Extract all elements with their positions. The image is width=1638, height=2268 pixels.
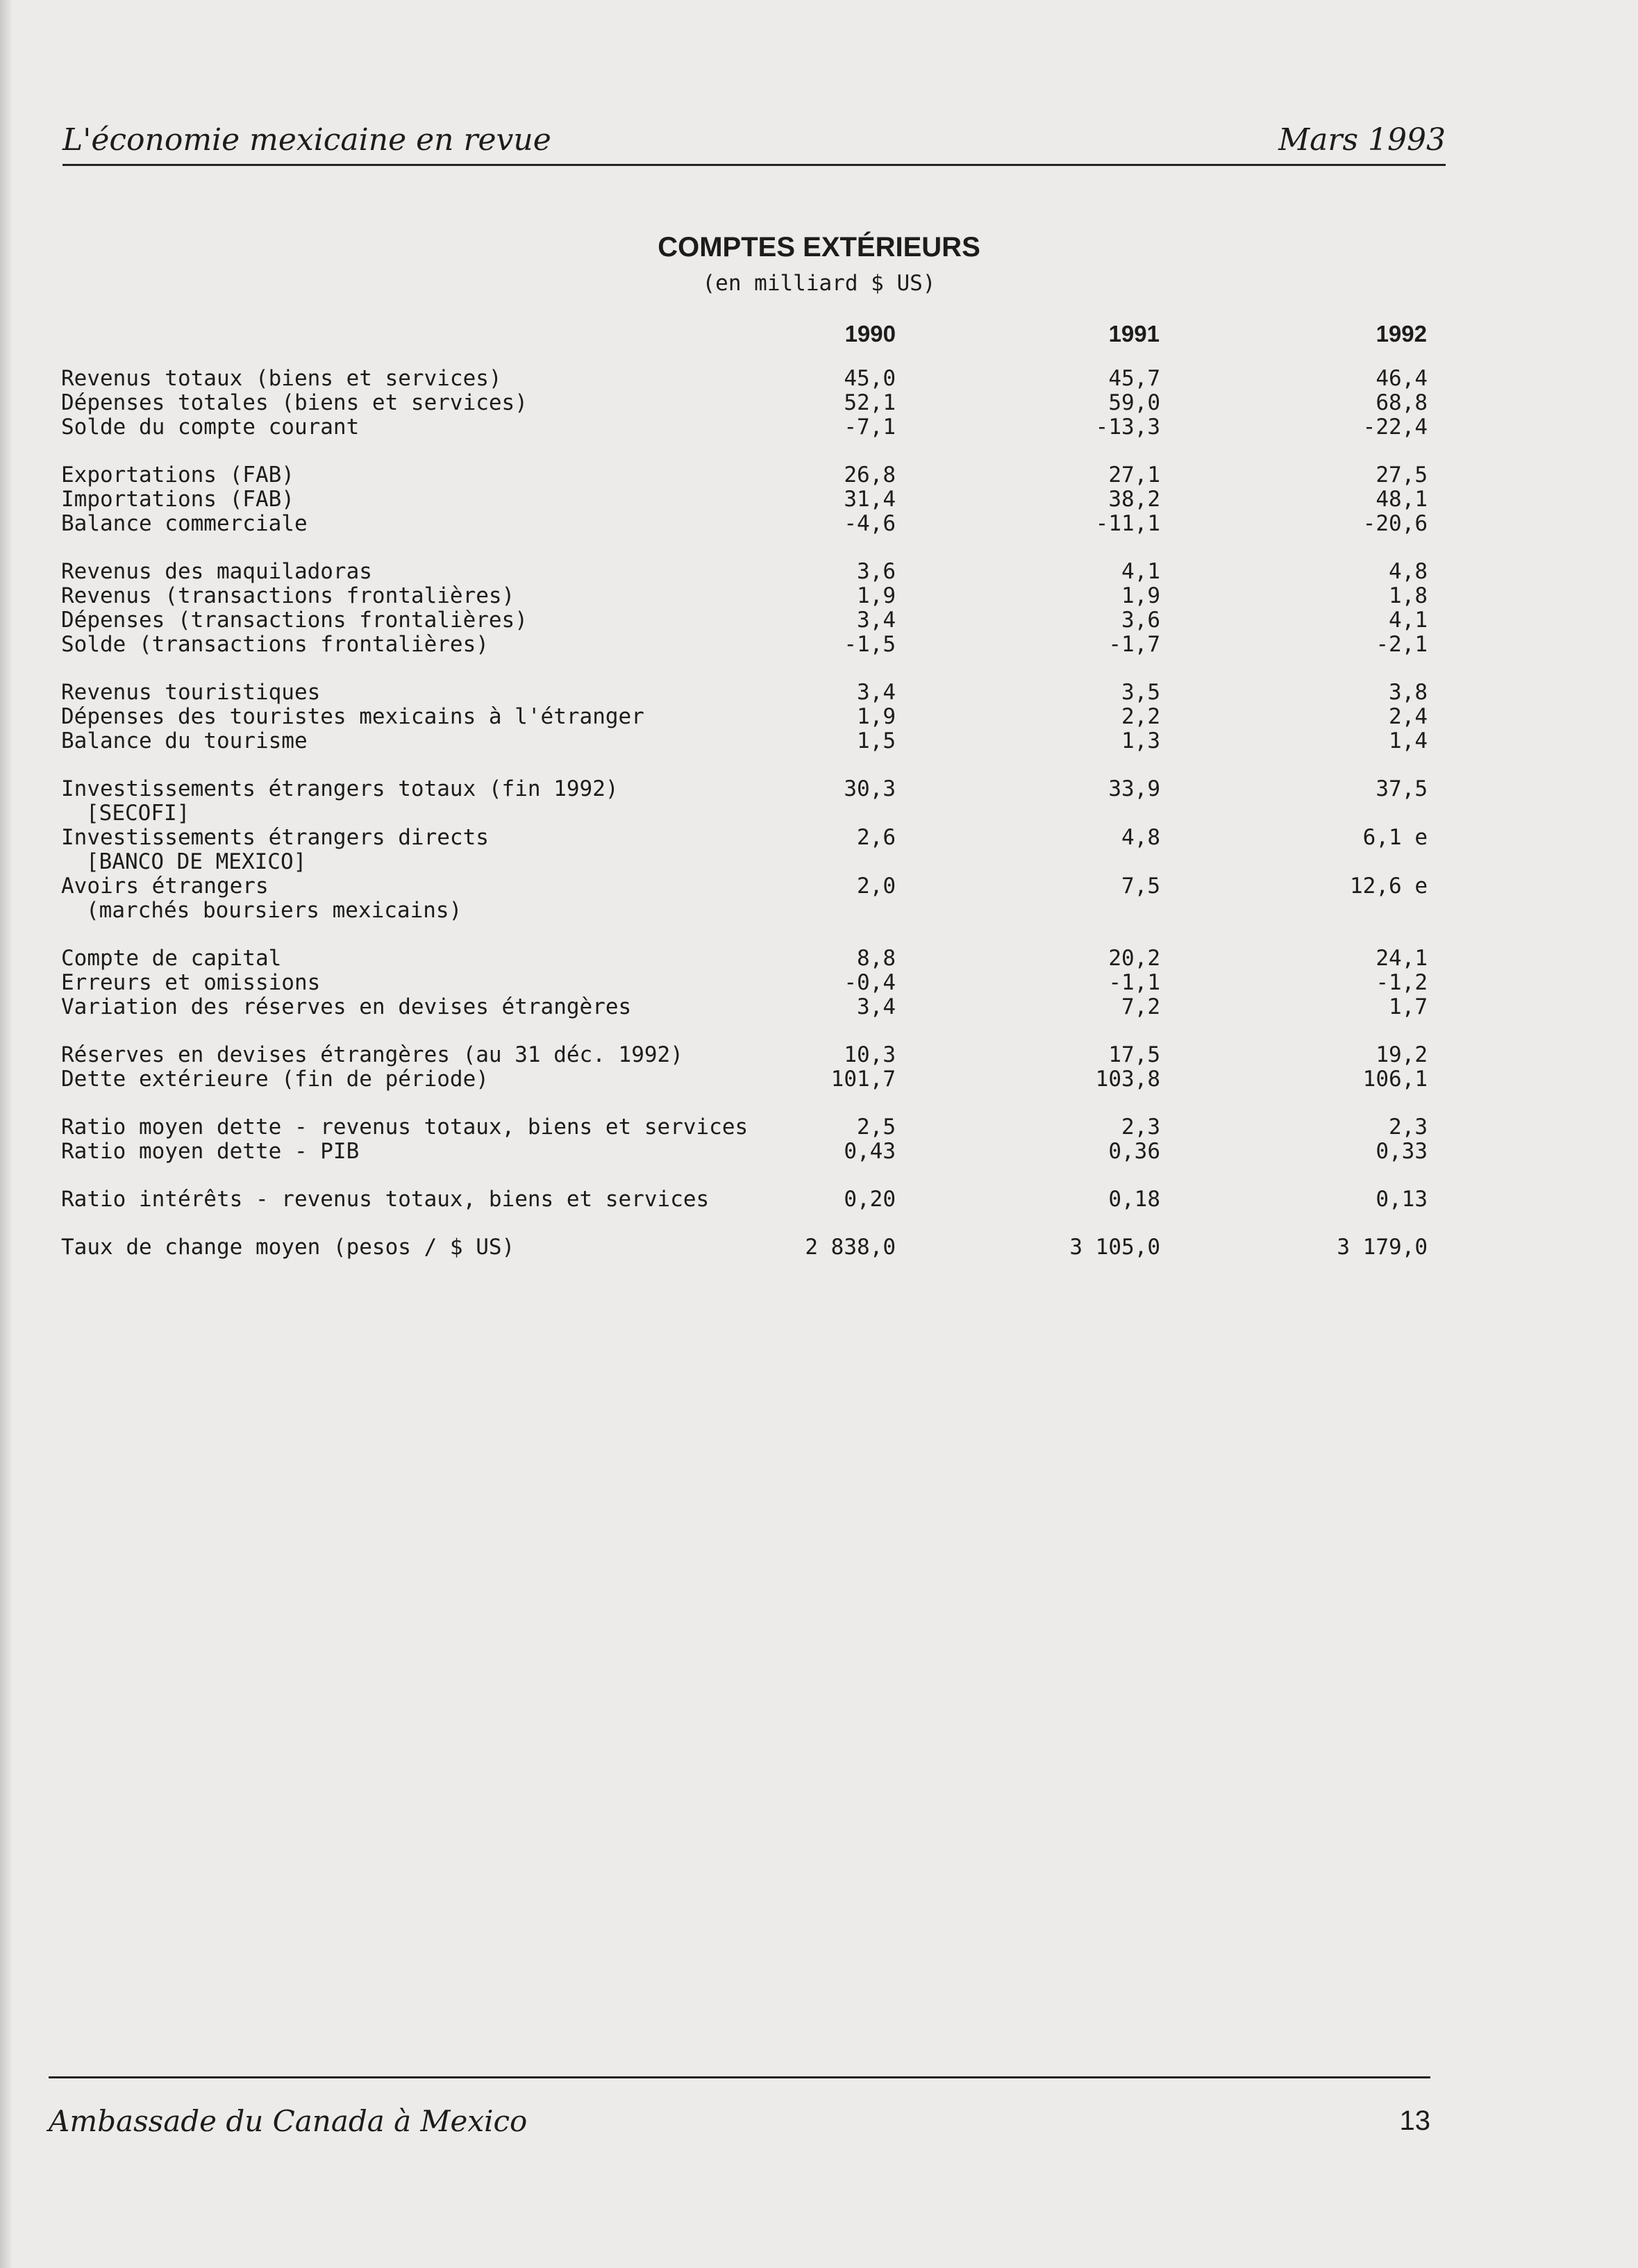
table-row <box>61 705 1443 729</box>
value-cell-1992: 27,5 <box>1376 462 1428 487</box>
value-cell-1990: 2,0 <box>857 874 896 899</box>
table-row <box>61 681 1443 705</box>
value-cell-1990: 0,43 <box>844 1139 896 1164</box>
table-row <box>61 971 1443 995</box>
value-cell-1990: 45,0 <box>844 366 896 391</box>
page-title: COMPTES EXTÉRIEURS <box>658 232 980 262</box>
group-spacer <box>61 1164 1443 1187</box>
row-label: Solde (transactions frontalières) <box>61 632 489 657</box>
row-label: Compte de capital <box>61 946 282 971</box>
value-cell-1991: 3 105,0 <box>1069 1235 1160 1260</box>
row-label: Ratio moyen dette - PIB <box>61 1139 360 1164</box>
value-cell-1992: 4,1 <box>1389 608 1428 633</box>
value-cell-1991: 33,9 <box>1108 776 1160 801</box>
units-subtitle: (en milliard $ US) <box>702 271 936 296</box>
value-cell-1991: -1,1 <box>1108 970 1160 995</box>
value-cell-1990: 31,4 <box>844 487 896 512</box>
value-cell-1992: 3 179,0 <box>1337 1235 1428 1260</box>
table-row <box>61 633 1443 657</box>
group-spacer <box>61 923 1443 947</box>
row-label: Taux de change moyen (pesos / $ US) <box>61 1235 515 1260</box>
table-row <box>61 826 1443 874</box>
value-cell-1992: -1,2 <box>1376 970 1428 995</box>
row-label: Solde du compte courant <box>61 415 360 440</box>
column-header-year: 1990 <box>844 321 896 347</box>
row-label-continuation: [SECOFI] <box>86 801 190 826</box>
value-cell-1992: -20,6 <box>1362 511 1428 536</box>
table-row <box>61 512 1443 536</box>
page-edge-shadow <box>0 0 12 2268</box>
group-spacer <box>61 1212 1443 1235</box>
value-cell-1990: 26,8 <box>844 462 896 487</box>
table-row <box>61 1043 1443 1067</box>
row-label: Dépenses totales (biens et services) <box>61 390 528 415</box>
row-label: Revenus totaux (biens et services) <box>61 366 502 391</box>
table-row <box>61 874 1443 923</box>
value-cell-1990: -7,1 <box>844 415 896 440</box>
publication-date: Mars 1993 <box>1278 122 1446 158</box>
value-cell-1992: 1,8 <box>1389 583 1428 608</box>
value-cell-1992: 106,1 <box>1362 1067 1428 1092</box>
value-cell-1991: -11,1 <box>1095 511 1160 536</box>
row-label: Dette extérieure (fin de période) <box>61 1067 489 1092</box>
column-header-year: 1992 <box>1376 321 1427 347</box>
table-row <box>61 463 1443 487</box>
row-label: Revenus des maquiladoras <box>61 559 372 584</box>
row-label: Dépenses des touristes mexicains à l'étranger <box>61 704 644 729</box>
value-cell-1990: 2,5 <box>857 1115 896 1140</box>
value-cell-1992: 37,5 <box>1376 776 1428 801</box>
value-cell-1991: 1,9 <box>1121 583 1160 608</box>
table-row <box>61 608 1443 633</box>
value-cell-1991: 0,18 <box>1108 1187 1160 1212</box>
value-cell-1992: 2,3 <box>1389 1115 1428 1140</box>
value-cell-1992: -2,1 <box>1376 632 1428 657</box>
value-cell-1990: 1,9 <box>857 704 896 729</box>
value-cell-1990: 3,4 <box>857 680 896 705</box>
row-label: Importations (FAB) <box>61 487 294 512</box>
table-row <box>61 1115 1443 1140</box>
value-cell-1991: 0,36 <box>1108 1139 1160 1164</box>
value-cell-1990: 1,5 <box>857 728 896 753</box>
page-number: 13 <box>1399 2106 1430 2136</box>
table-row <box>61 367 1443 391</box>
value-cell-1991: 1,3 <box>1121 728 1160 753</box>
value-cell-1990: 1,9 <box>857 583 896 608</box>
value-cell-1991: 3,5 <box>1121 680 1160 705</box>
table-row <box>61 947 1443 971</box>
value-cell-1990: -0,4 <box>844 970 896 995</box>
value-cell-1990: 0,20 <box>844 1187 896 1212</box>
row-label: Variation des réserves en devises étrangères <box>61 994 632 1019</box>
value-cell-1990: -1,5 <box>844 632 896 657</box>
value-cell-1991: 103,8 <box>1095 1067 1160 1092</box>
footer-rule <box>49 2076 1430 2078</box>
row-label: Balance du tourisme <box>61 728 308 753</box>
table-row <box>61 1140 1443 1164</box>
value-cell-1990: 30,3 <box>844 776 896 801</box>
value-cell-1992: 2,4 <box>1389 704 1428 729</box>
value-cell-1992: 1,4 <box>1389 728 1428 753</box>
running-header <box>62 122 1446 166</box>
value-cell-1992: -22,4 <box>1362 415 1428 440</box>
row-label: Ratio moyen dette - revenus totaux, biens et services <box>61 1115 749 1140</box>
footer-publisher: Ambassade du Canada à Mexico <box>49 2104 528 2138</box>
value-cell-1990: 101,7 <box>830 1067 896 1092</box>
value-cell-1992: 48,1 <box>1376 487 1428 512</box>
column-header-year: 1991 <box>1108 321 1160 347</box>
value-cell-1991: 20,2 <box>1108 946 1160 971</box>
value-cell-1992: 6,1 e <box>1362 825 1428 850</box>
value-cell-1992: 0,33 <box>1376 1139 1428 1164</box>
value-cell-1992: 46,4 <box>1376 366 1428 391</box>
value-cell-1991: 3,6 <box>1121 608 1160 633</box>
table-row <box>61 995 1443 1019</box>
value-cell-1991: 45,7 <box>1108 366 1160 391</box>
value-cell-1990: 8,8 <box>857 946 896 971</box>
value-cell-1991: 4,1 <box>1121 559 1160 584</box>
row-label: Erreurs et omissions <box>61 970 321 995</box>
value-cell-1991: 4,8 <box>1121 825 1160 850</box>
table-row <box>61 560 1443 584</box>
value-cell-1990: 3,6 <box>857 559 896 584</box>
value-cell-1992: 68,8 <box>1376 390 1428 415</box>
value-cell-1990: 2 838,0 <box>805 1235 896 1260</box>
table-row <box>61 1187 1443 1212</box>
row-label: Avoirs étrangers <box>61 874 269 899</box>
value-cell-1992: 4,8 <box>1389 559 1428 584</box>
value-cell-1990: 2,6 <box>857 825 896 850</box>
row-label: Investissements étrangers directs <box>61 825 489 850</box>
row-label: Exportations (FAB) <box>61 462 294 487</box>
row-label: Réserves en devises étrangères (au 31 déc. 1992) <box>61 1042 683 1067</box>
value-cell-1992: 12,6 e <box>1350 874 1428 899</box>
row-label: Ratio intérêts - revenus totaux, biens et services <box>61 1187 710 1212</box>
value-cell-1990: 10,3 <box>844 1042 896 1067</box>
group-spacer <box>61 1092 1443 1115</box>
value-cell-1991: 2,2 <box>1121 704 1160 729</box>
row-label: Dépenses (transactions frontalières) <box>61 608 528 633</box>
value-cell-1990: 3,4 <box>857 994 896 1019</box>
value-cell-1991: -1,7 <box>1108 632 1160 657</box>
row-label: Revenus (transactions frontalières) <box>61 583 515 608</box>
accounts-table <box>61 367 1443 1260</box>
group-spacer <box>61 657 1443 681</box>
value-cell-1991: 38,2 <box>1108 487 1160 512</box>
table-row <box>61 415 1443 440</box>
value-cell-1992: 19,2 <box>1376 1042 1428 1067</box>
row-label-continuation: (marchés boursiers mexicains) <box>86 898 462 923</box>
value-cell-1991: 7,5 <box>1121 874 1160 899</box>
value-cell-1991: 17,5 <box>1108 1042 1160 1067</box>
table-row <box>61 1235 1443 1260</box>
value-cell-1991: 59,0 <box>1108 390 1160 415</box>
row-label: Investissements étrangers totaux (fin 1992) <box>61 776 619 801</box>
value-cell-1991: 2,3 <box>1121 1115 1160 1140</box>
value-cell-1991: 27,1 <box>1108 462 1160 487</box>
value-cell-1990: 52,1 <box>844 390 896 415</box>
table-row <box>61 1067 1443 1092</box>
value-cell-1992: 3,8 <box>1389 680 1428 705</box>
table-row <box>61 729 1443 753</box>
value-cell-1992: 0,13 <box>1376 1187 1428 1212</box>
value-cell-1992: 24,1 <box>1376 946 1428 971</box>
table-row <box>61 777 1443 826</box>
row-label: Revenus touristiques <box>61 680 321 705</box>
value-cell-1990: 3,4 <box>857 608 896 633</box>
row-label: Balance commerciale <box>61 511 308 536</box>
group-spacer <box>61 1019 1443 1043</box>
value-cell-1990: -4,6 <box>844 511 896 536</box>
group-spacer <box>61 753 1443 777</box>
table-row <box>61 584 1443 608</box>
row-label-continuation: [BANCO DE MEXICO] <box>86 849 307 874</box>
value-cell-1992: 1,7 <box>1389 994 1428 1019</box>
value-cell-1991: 7,2 <box>1121 994 1160 1019</box>
table-row <box>61 487 1443 512</box>
publication-title: L'économie mexicaine en revue <box>62 122 551 158</box>
value-cell-1991: -13,3 <box>1095 415 1160 440</box>
table-row <box>61 391 1443 415</box>
group-spacer <box>61 536 1443 560</box>
group-spacer <box>61 440 1443 463</box>
